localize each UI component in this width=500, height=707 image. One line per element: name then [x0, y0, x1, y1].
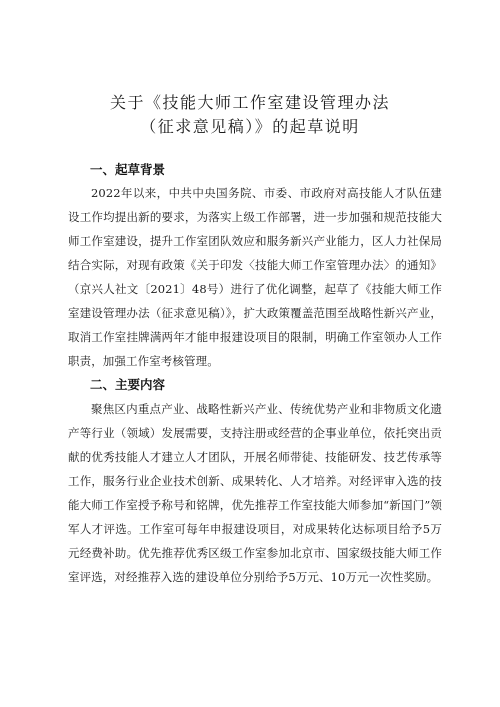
- document-title-line-1: 关于《技能大师工作室建设管理办法: [109, 93, 390, 112]
- section-heading-main-content: 二、主要内容: [90, 377, 166, 392]
- section-paragraph-background: 2022年以来，中共中央国务院、市委、市政府对高技能人才队伍建设工作均提出新的要求，为落实上级工作部署，进一步加强和规范技能大师工作室建设，提升工作室团队效应和服务新兴产业能力，区人力社保局结合实际，对现有政策《关于印发〈技能大师工作室管理办法〉的通知》（京兴人社文〔2021〕48号）进行了优化调整，起草了《技能大师工作室建设管理办法（征求意见稿）》，扩大政策覆盖范围至战略性新兴产业，取消工作室挂牌满两年才能申报建设项目的限制，明确工作室领办人工作职责，加强工作室考核管理。: [68, 186, 442, 368]
- section-paragraph-main-content: 聚焦区内重点产业、战略性新兴产业、传统优势产业和非物质文化遗产等行业（领域）发展需要，支持注册或经营的企事业单位，依托突出贡献的优秀技能人才建立人才团队，开展名师带徒、技能研发、技艺传承等工作，服务行业企业技术创新、成果转化、人才培养。对经评审入选的技能大师工作室授予称号和铭牌，优先推荐工作室技能大师参加“新国门”领军人才评选。工作室可每年申报建设项目，对成果转化达标项目给予5万元经费补助。优先推荐优秀区级工作室参加北京市、国家级技能大师工作室评选，对经推荐入选的建设单位分别给予5万元、10万元一次性奖励。: [68, 402, 442, 584]
- section-heading-background: 一、起草背景: [90, 162, 166, 177]
- document-title-line-2: （征求意见稿）》的起草说明: [140, 117, 360, 136]
